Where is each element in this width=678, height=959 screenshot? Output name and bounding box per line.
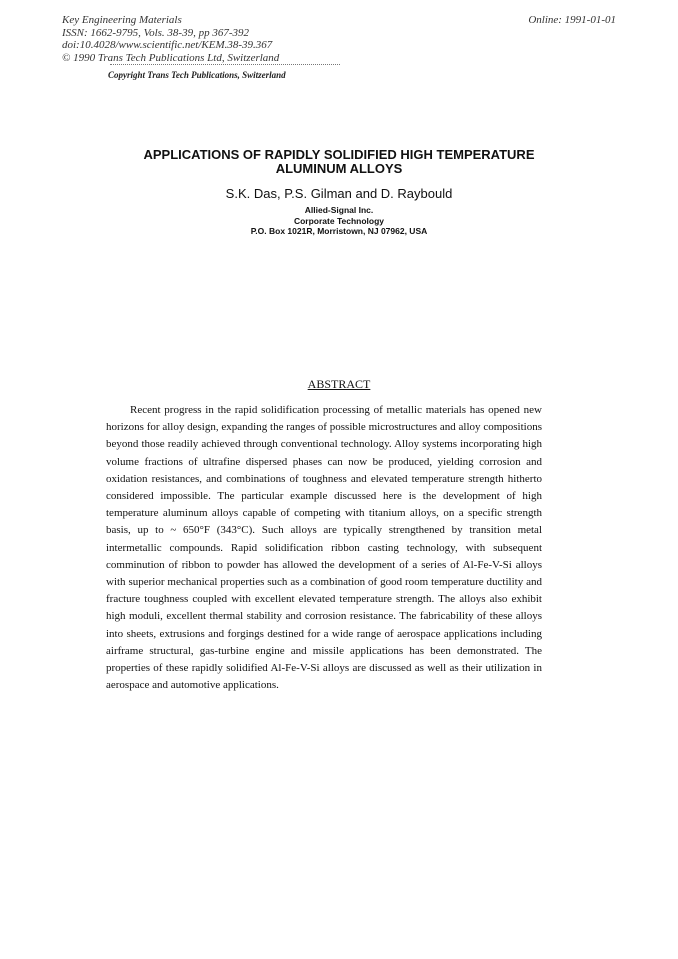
copyright-line: Copyright Trans Tech Publications, Switzerland xyxy=(108,70,286,80)
publisher-copyright: © 1990 Trans Tech Publications Ltd, Switzerland xyxy=(62,51,280,64)
title-line: APPLICATIONS OF RAPIDLY SOLIDIFIED HIGH TEMPERATURE xyxy=(143,147,535,162)
doi-line[interactable]: doi:10.4028/www.scientific.net/KEM.38-39.367 xyxy=(62,39,273,51)
abstract-body: Recent progress in the rapid solidification processing of metallic materials has opened new horizons for alloy design, expanding the ranges of possible microstructures and alloy compositions beyond those readily achieved through conventional technology. Alloy systems incorporating high volume fractions of ultrafine dispersed phases can now be produced, yielding corrosion and oxidation resistances, and combinations of toughness and elevated temperature strength hitherto considered impossible. The particular example discussed here is the development of high temperature aluminum alloys capable of competing with titanium alloys, on a specific strength basis, up to ~ 650°F (343°C). Such alloys are typically strengthened by transition metal intermetallic compounds. Rapid solidification ribbon casting technology, with subsequent comminution of ribbon to powder has allowed the development of a series of Al-Fe-V-Si alloys with superior mechanical properties such as a combination of good room temperature ductility and fracture toughness coupled with excellent elevated temperature strength. The alloys also exhibit high moduli, excellent thermal stability and corrosion resistance. The fabricability of these alloys into sheets, extrusions and forgings destined for a wide range of aerospace applications including airframe structural, gas-turbine engine and missile applications has been demonstrated. The properties of these rapidly solidified Al-Fe-V-Si alloys are discussed as well as their utilization in aerospace and automotive applications. xyxy=(106,404,542,692)
journal-name: Key Engineering Materials xyxy=(62,14,182,26)
online-date: Online: 1991-01-01 xyxy=(528,14,616,26)
scanned-header-remnant xyxy=(110,64,340,69)
affiliation-line: Allied-Signal Inc. xyxy=(304,205,374,215)
affiliation-line: Corporate Technology xyxy=(293,215,385,226)
title-line: ALUMINUM ALLOYS xyxy=(275,161,403,176)
paper-title xyxy=(0,148,678,176)
author-list: S.K. Das, P.S. Gilman and D. Raybould xyxy=(225,186,453,201)
affiliation xyxy=(0,205,678,237)
abstract-heading: ABSTRACT xyxy=(307,377,371,391)
affiliation-line: P.O. Box 1021R, Morristown, NJ 07962, USA xyxy=(250,226,428,236)
publication-metadata xyxy=(62,14,279,64)
issn-line: ISSN: 1662-9795, Vols. 38-39, pp 367-392 xyxy=(62,26,249,39)
